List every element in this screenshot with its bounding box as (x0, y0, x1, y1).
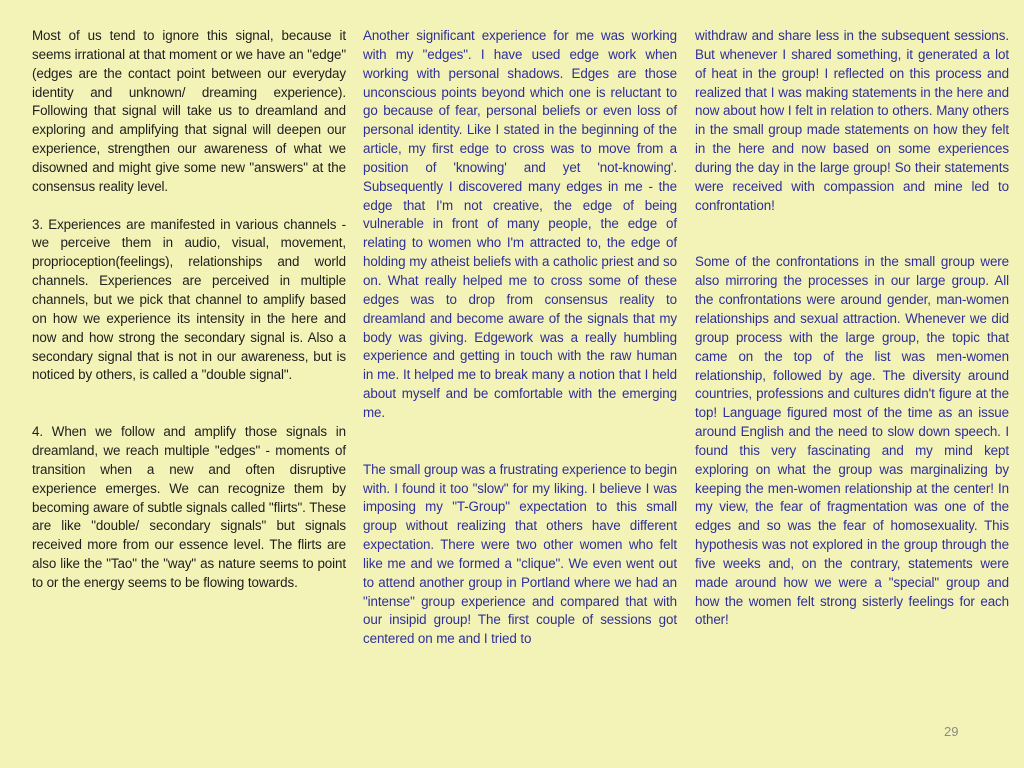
paragraph: Most of us tend to ignore this signal, because it seems irrational at that moment or we have an "edge" (edges are the contact point between our everyday identity and unknown/ dreaming experience). Following that signal will take us to dreamland and exploring and amplifying that signal will deepen our experience, strengthen our awareness of what we disowned and might give some new "answers" at the consensus reality level. (32, 28, 346, 194)
text-column-left (32, 27, 346, 593)
page-number: 29 (944, 724, 959, 739)
text-column-middle (363, 27, 677, 649)
paragraph: Another significant experience for me was working with my "edges". I have used edge work when working with personal shadows. Edges are those unconscious points beyond which one is reluctant to go because of fear, personal beliefs or even loss of personal identity. Like I stated in the beginning of the article, my first edge to cross was to move from a position of 'knowing' and yet 'not-knowing'. Subsequently I discovered many edges in me - the edge that I'm not creative, the edge of being vulnerable in front of many people, the edge of relating to women who I'm attracted to, the edge of holding my atheist beliefs with a catholic priest and so on. What really helped me to cross some of these edges was to drop from consensus reality to dreamland and become aware of the signals that my body was giving. Edgework was a really humbling experience and getting in touch with the raw human in me. It helped me to break many a notion that I held about myself and be comfortable with the emerging me. (363, 28, 677, 420)
paragraph: The small group was a frustrating experience to begin with. I found it too "slow" for my liking. I believe I was imposing my "T-Group" expectation to this small group without realizing that others have different expectation. There were two other women who felt like me and we formed a "clique". We even went out to attend another group in Portland where we had an "intense" group experience and compared that with our insipid group! The first couple of sessions got centered on me and I tried to (363, 461, 677, 647)
paragraph: 4. When we follow and amplify those signals in dreamland, we reach multiple "edges" - moments of transition when a new and often disruptive experience emerges. We can recognize them by becoming aware of subtle signals called "flirts". These are like "double/ secondary signals" but signals received more from our essence level. The flirts are also like the "Tao" the "way" as nature seems to point to or the energy seems to be flowing towards. (32, 424, 346, 590)
paragraph: withdraw and share less in the subsequent sessions. But whenever I shared something, it generated a lot of heat in the group! I reflected on this process and realized that I was making statements in the here and now about how I felt in relation to others. Many others in the small group made statements on how they felt in the here and now based on some experiences during the day in the large group! So their statements were received with compassion and mine led to confrontation! (695, 28, 1009, 213)
paragraph: 3. Experiences are manifested in various channels - we perceive them in audio, visual, movement, proprioception(feelings), relationships and world channels. Experiences are perceived in multiple channels, but we pick that channel to amplify based on how we experience its intensity in the here and now and how strong the secondary signal is. Also a secondary signal that is not in our awareness, but is noticed by others, is called a "double signal". (32, 216, 346, 383)
paragraph: Some of the confrontations in the small group were also mirroring the processes in our large group. All the confrontations were around gender, man-women relationships and sexual attraction. Whenever we did group process with the large group, the topic that came on the top of the list was men-women relationship, followed by age. The diversity around countries, professions and cultures didn't figure at the top! Language figured most of the time as an issue around English and the need to slow down speech. I found this very fascinating and my mind kept exploring on what the group was marginalizing by keeping the men-women relationship at the center! In my view, the fear of fragmentation was one of the edges and so was the fear of homosexuality. This hypothesis was not explored in the group through the five weeks and, on the contrary, statements were made around how we were a "special" group and how the women felt strong sisterly feelings for each other! (695, 254, 1009, 628)
text-column-right (695, 27, 1009, 630)
